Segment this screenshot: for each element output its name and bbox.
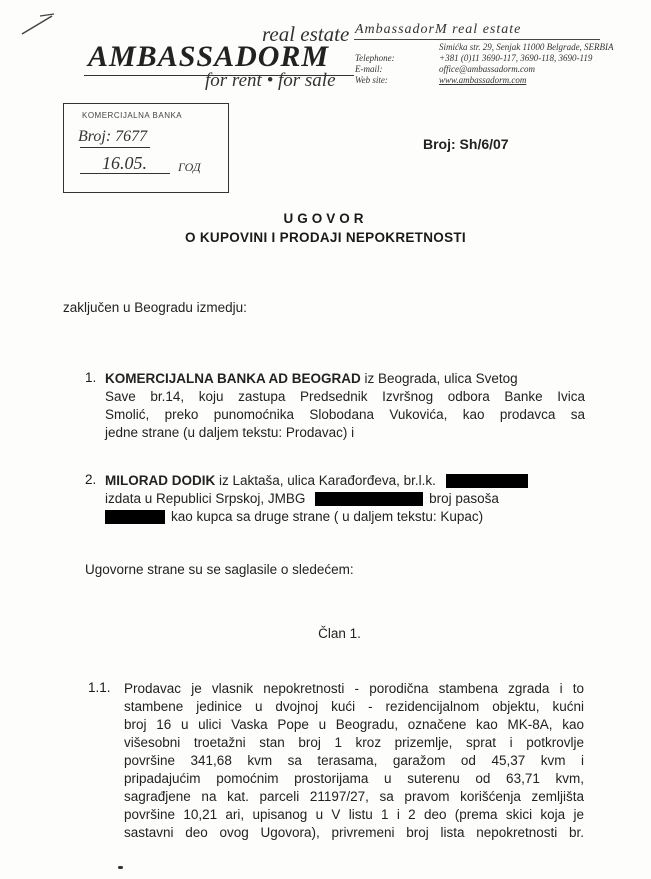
stamp-rule-2 — [80, 173, 170, 174]
company-telephone: Telephone: +381 (0)11 3690-117, 3690-118, 3690-119 — [355, 53, 593, 63]
company-logo: AMBASSADORM — [88, 40, 330, 73]
company-name: AmbassadorM real estate — [355, 22, 522, 37]
article-heading: Član 1. — [318, 626, 361, 641]
letterhead-tagline-bottom: for rent • for sale — [205, 70, 336, 91]
party1-name: KOMERCIJALNA BANKA AD BEOGRAD — [105, 371, 361, 386]
agreement-text: Ugovorne strane su se saglasile o sledećem: — [85, 562, 354, 577]
stamp-header: KOMERCIJALNA BANKA — [82, 111, 183, 120]
company-website: Web site: www.ambassadorm.com — [355, 75, 527, 85]
party1-number: 1. — [85, 370, 97, 385]
company-email: E-mail: office@ambassadorm.com — [355, 64, 536, 74]
redaction-block — [105, 510, 165, 524]
party2-name: MILORAD DODIK — [105, 473, 216, 488]
scan-speck — [118, 866, 123, 869]
clause-number: 1.1. — [88, 680, 111, 695]
party2-number: 2. — [85, 472, 97, 487]
document-number: Broj: Sh/6/07 — [423, 136, 509, 152]
letterhead-tagline-top: real estate — [262, 22, 350, 46]
redaction-block — [446, 474, 528, 488]
scan-mark — [18, 10, 58, 40]
intro-text: zaključen u Beogradu izmedju: — [63, 300, 247, 315]
stamp-number: Broj: 7677 — [78, 128, 148, 145]
party1-paragraph: KOMERCIJALNA BANKA AD BEOGRAD iz Beograda, ulica Svetog Save br.14, koju zastupa Predsednik Izvršnog odbora Banke Ivica Smolić, preko punomoćnika Slobodana Vukovića, kao prodavca sa jedne strane (u daljem tekstu: Prodavac) i — [105, 371, 585, 440]
company-address: Simićka str. 29, Senjak 11000 Belgrade, SERBIA — [439, 42, 614, 52]
document-subtitle: O KUPOVINI I PRODAJI NEPOKRETNOSTI — [185, 230, 466, 245]
redaction-block — [315, 492, 423, 506]
clause-paragraph: Prodavac je vlasnik nepokretnosti - porodična stambena zgrada i to stambene jedinice u dvojnoj kući - rezidencijalnom objektu, kućni broj 16 u ulici Vaska Pope u Beogradu, označene kao MK-8A, kao višesobni troetažni stan broj 1 kroz prizemlje, sprat i potkrovlje površine 341,68 kvm sa terasama, garažom od 45,37 kvm i pripadajućim pomoćnim prostorijama u suterenu od 63,71 kvm, sagrađjene na kat. parceli 21197/27, sa pravom korišćenja zemljišta površine 10,21 ari, upisanog u V listu 1 i 2 deo (prema skici koja je sastavni deo ovog Ugovora), privremeni broj lista nepokretnosti br. — [124, 681, 584, 840]
stamp-year-mark: ГОД — [178, 160, 201, 174]
stamp-date: 16.05. — [102, 153, 147, 173]
company-name-underline — [354, 39, 600, 40]
document-title: UGOVOR — [283, 211, 368, 226]
stamp-rule-1 — [80, 147, 150, 148]
party2-paragraph: MILORAD DODIK iz Laktaša, ulica Karađorđeva, br.l.k. izdata u Republici Srpskoj, JMBG broj pasoša kao kupca sa druge strane ( u daljem tekstu: Kupac) — [105, 472, 585, 526]
